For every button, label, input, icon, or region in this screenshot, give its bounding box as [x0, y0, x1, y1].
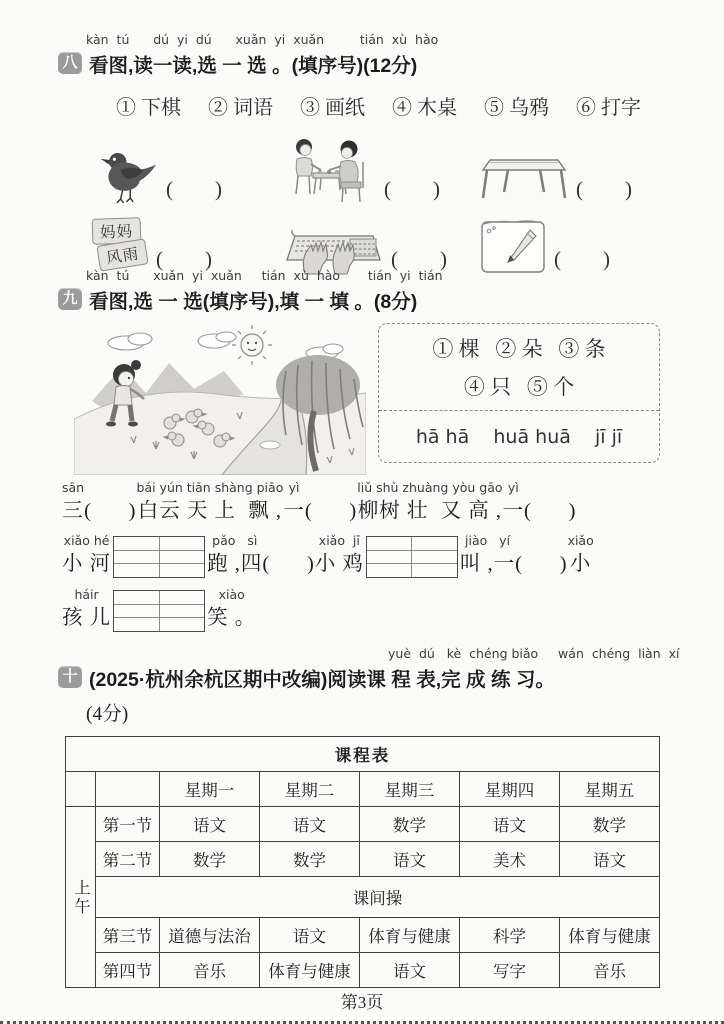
section9-header	[58, 286, 417, 314]
pinyin: bái yún tiān shàng piāo	[136, 480, 284, 495]
pinyin	[329, 480, 333, 496]
option-2: ② 词语	[208, 97, 273, 119]
pinyin: xiǎo jī	[318, 533, 360, 548]
cell: 语文	[360, 953, 460, 988]
section8-pinyin: kàn tú dú yi dú xuǎn yi xuǎn tián xù hào	[86, 32, 439, 47]
word-card-mama: 妈妈	[92, 217, 142, 245]
item-keyboard	[283, 206, 478, 276]
section9-option-box	[378, 323, 660, 463]
hanzi: 孩 儿	[62, 607, 112, 629]
item-table	[478, 122, 653, 206]
pinyin: jiào yí	[465, 533, 511, 548]
pinyin: pǎo sì	[212, 533, 258, 548]
hanzi: 小 鸡	[314, 553, 364, 575]
cell: 语文	[260, 807, 360, 842]
corner-cell-2	[96, 772, 160, 807]
break-row: 课间操	[96, 877, 660, 918]
hanzi: 白云 天 上 飘 ,	[137, 500, 283, 522]
option-6: ⑥ 打字	[576, 97, 641, 119]
fill-line-1	[62, 480, 668, 526]
timetable-title: 课程表	[66, 737, 660, 772]
girl-feeding-chicks-scene	[74, 323, 366, 475]
wooden-table-icon	[478, 150, 570, 206]
answer-blank[interactable]: ( )	[554, 247, 610, 271]
option-5: ⑤ 乌鸦	[484, 97, 549, 119]
measure-words	[379, 324, 659, 411]
page-number: 第3页	[340, 993, 384, 1012]
section10-pinyin: yuè dú kè chéng biǎo wán chéng liàn xí	[388, 646, 680, 661]
word-card-fengyu: 风雨	[96, 238, 148, 271]
corner-cell-1	[66, 772, 96, 807]
hanzi: 小 河	[62, 553, 112, 575]
answer-blank[interactable]: ( )	[384, 177, 440, 201]
option-4: ④ 木桌	[392, 97, 457, 119]
cell: 数学	[360, 807, 460, 842]
cell: 语文	[560, 842, 660, 877]
fill-line-2	[62, 533, 668, 579]
cell: 科学	[460, 918, 560, 953]
cell: 数学	[560, 807, 660, 842]
item-word-cards	[88, 206, 283, 276]
pinyin: xiǎo hé	[63, 533, 110, 548]
hanzi: 柳树 壮 又 高 ,	[357, 500, 502, 522]
section9-pinyin: kàn tú xuǎn yi xuǎn tián xù hào tián yi tián	[86, 268, 443, 283]
section10-score: (4分)	[86, 704, 129, 725]
timetable	[65, 736, 660, 988]
answer-blank[interactable]: ( )	[84, 500, 137, 522]
period-2-label: 第二节	[96, 842, 160, 877]
pinyin: sān	[62, 480, 85, 495]
cell: 数学	[160, 842, 260, 877]
section10-number-badge: 十	[58, 666, 82, 688]
section10-title: (2025·杭州余杭区期中改编)阅读课 程 表,完 成 练 习。	[89, 669, 555, 691]
kids-playing-chess-icon	[283, 132, 378, 206]
answer-blank[interactable]: ( )	[262, 553, 315, 575]
sound-words: hā hā huā huā jī jī	[415, 425, 623, 448]
morning-label: 上午	[66, 807, 96, 988]
writing-grid[interactable]	[366, 536, 458, 578]
day-wednesday: 星期三	[360, 772, 460, 807]
section8-title: 看图,读一读,选 一 选 。(填序号)(12分)	[89, 55, 418, 77]
hanzi: 一	[502, 500, 525, 522]
cell: 音乐	[160, 953, 260, 988]
section10-header	[58, 664, 555, 692]
measure-words-line2: ④ 只 ⑤ 个	[463, 375, 575, 399]
hanzi: 小	[569, 553, 592, 575]
cell: 美术	[460, 842, 560, 877]
period-1-label: 第一节	[96, 807, 160, 842]
pinyin: liǔ shù zhuàng yòu gāo	[357, 480, 503, 495]
day-friday: 星期五	[560, 772, 660, 807]
pinyin	[548, 480, 552, 496]
section9-title: 看图,选 一 选(填序号),填 一 填 。(8分)	[89, 291, 418, 313]
cell: 体育与健康	[560, 918, 660, 953]
day-tuesday: 星期二	[260, 772, 360, 807]
pinyin: xiào	[218, 587, 245, 602]
cell: 体育与健康	[360, 918, 460, 953]
day-thursday: 星期四	[460, 772, 560, 807]
section8-header	[58, 50, 417, 78]
cell: 道德与法治	[160, 918, 260, 953]
period-4-label: 第四节	[96, 953, 160, 988]
hanzi: 一	[283, 500, 305, 522]
cell: 音乐	[560, 953, 660, 988]
section9-content	[74, 323, 660, 475]
item-crow	[88, 122, 283, 206]
section8-options	[116, 91, 641, 120]
pinyin: háir	[74, 587, 99, 602]
option-3: ③ 画纸	[300, 97, 365, 119]
cell: 语文	[260, 918, 360, 953]
hanzi: 三	[62, 500, 84, 522]
pinyin: yì	[507, 480, 519, 495]
cell: 写字	[460, 953, 560, 988]
writing-grid[interactable]	[113, 536, 205, 578]
pinyin	[108, 480, 112, 496]
answer-blank[interactable]: ( )	[576, 177, 632, 201]
hanzi: 笑 。	[207, 607, 257, 629]
cell: 体育与健康	[260, 953, 360, 988]
pinyin: yì	[288, 480, 300, 495]
answer-blank[interactable]: ( )	[524, 500, 577, 522]
item-paper	[478, 206, 653, 276]
cell: 语文	[460, 807, 560, 842]
writing-grid[interactable]	[113, 590, 205, 632]
section9-fill-area	[62, 480, 668, 633]
answer-blank[interactable]: ( )	[156, 247, 212, 271]
answer-blank[interactable]: ( )	[391, 247, 447, 271]
pinyin	[539, 533, 543, 549]
answer-blank[interactable]: ( )	[166, 177, 222, 201]
measure-words-line1: ① 棵 ② 朵 ③ 条	[432, 337, 606, 361]
hanzi: 叫 ,一	[459, 553, 516, 575]
drawing-paper-with-pencil-icon	[478, 214, 548, 276]
section9-number-badge: 九	[58, 288, 82, 310]
cell: 语文	[360, 842, 460, 877]
pinyin: xiǎo	[567, 533, 594, 548]
crow-icon	[88, 146, 160, 206]
cell: 数学	[260, 842, 360, 877]
period-3-label: 第三节	[96, 918, 160, 953]
item-chess	[283, 122, 478, 206]
answer-blank[interactable]: ( )	[304, 500, 358, 522]
section8-number-badge: 八	[58, 52, 82, 74]
day-monday: 星期一	[160, 772, 260, 807]
fill-line-3	[62, 587, 668, 633]
answer-blank[interactable]: ( )	[515, 553, 568, 575]
option-1: ① 下棋	[116, 97, 181, 119]
pinyin	[287, 533, 291, 549]
section8-image-grid	[88, 122, 653, 276]
cell: 语文	[160, 807, 260, 842]
hanzi: 跑 ,四	[207, 553, 263, 575]
